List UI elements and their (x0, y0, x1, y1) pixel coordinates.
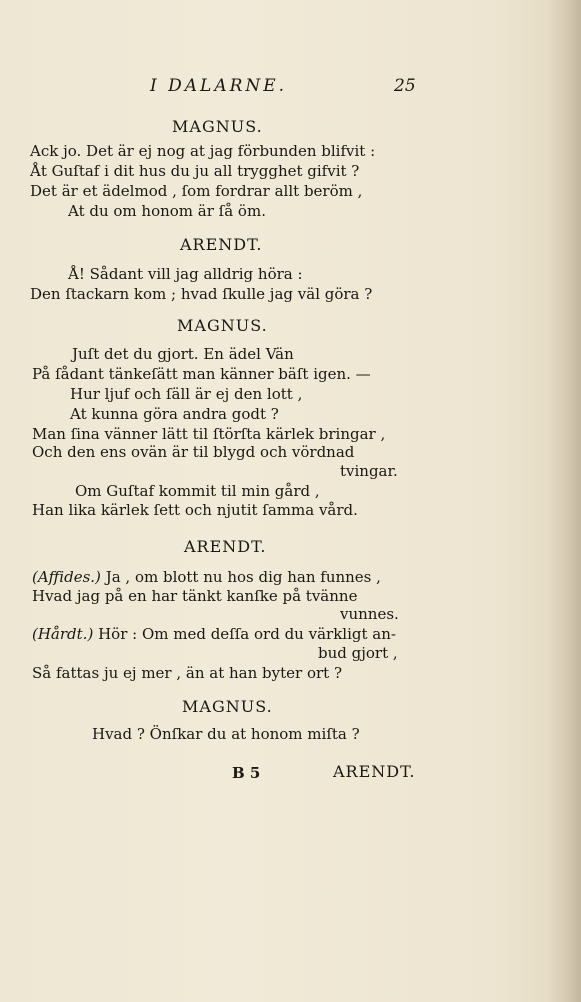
verse-line: Det är et ädelmod , ſom fordrar allt beröm , (30, 182, 363, 200)
verse-line: Juſt det du gjort. En ädel Vän (72, 345, 294, 363)
page-number: 25 (394, 76, 416, 96)
speaker-name: ARENDT. (180, 235, 263, 254)
verse-line: Och den ens ovän är til blygd och vördnad (32, 443, 355, 461)
verse-line: Den ſtackarn kom ; hvad ſkulle jag väl göra ? (30, 285, 373, 303)
verse-line: At kunna göra andra godt ? (70, 405, 279, 423)
verse-line: Hvad jag på en har tänkt kanſke på tvänne (32, 587, 358, 605)
speaker-name: ARENDT. (184, 537, 267, 556)
verse-line: Han lika kärlek ſett och njutit ſamma vård. (32, 501, 358, 519)
verse-line: tvingar. (340, 462, 398, 480)
verse-line: bud gjort , (318, 644, 398, 662)
verse-line: Ack jo. Det är ej nog at jag förbunden blifvit : (30, 142, 376, 160)
page-edge-shadow (547, 0, 581, 1002)
verse-line: At du om honom är ſå öm. (68, 202, 266, 220)
verse-line: På ſådant tänkeſätt man känner bäſt igen. — (32, 365, 371, 383)
verse-text: Hör : Om med deſſa ord du värkligt an- (98, 625, 396, 643)
verse-text: Ja , om blott nu hos dig han funnes , (105, 568, 381, 586)
speaker-name: MAGNUS. (182, 697, 273, 716)
verse-line: Om Guſtaf kommit til min gård , (75, 482, 320, 500)
verse-line: Hur ljuf och ſäll är ej den lott , (70, 385, 303, 403)
running-title: I DALARNE. (150, 76, 288, 96)
catchword: ARENDT. (333, 762, 416, 781)
verse-line: Å! Sådant vill jag alldrig höra : (68, 265, 303, 283)
verse-line: Så fattas ju ej mer , än at han byter ort ? (32, 664, 342, 682)
verse-line: vunnes. (340, 605, 399, 623)
verse-line: Åt Guſtaf i dit hus du ju all trygghet gifvit ? (30, 162, 360, 180)
verse-line: Man ſina vänner lätt til ſtörſta kärlek bringar , (32, 425, 386, 443)
verse-line (32, 625, 396, 643)
stage-direction: (Affides.) (32, 568, 101, 586)
stage-direction: (Hårdt.) (32, 625, 94, 643)
signature-mark: B 5 (232, 764, 261, 782)
verse-line (32, 568, 381, 586)
speaker-name: MAGNUS. (177, 316, 268, 335)
speaker-name: MAGNUS. (172, 117, 263, 136)
verse-line: Hvad ? Önſkar du at honom miſta ? (92, 725, 360, 743)
